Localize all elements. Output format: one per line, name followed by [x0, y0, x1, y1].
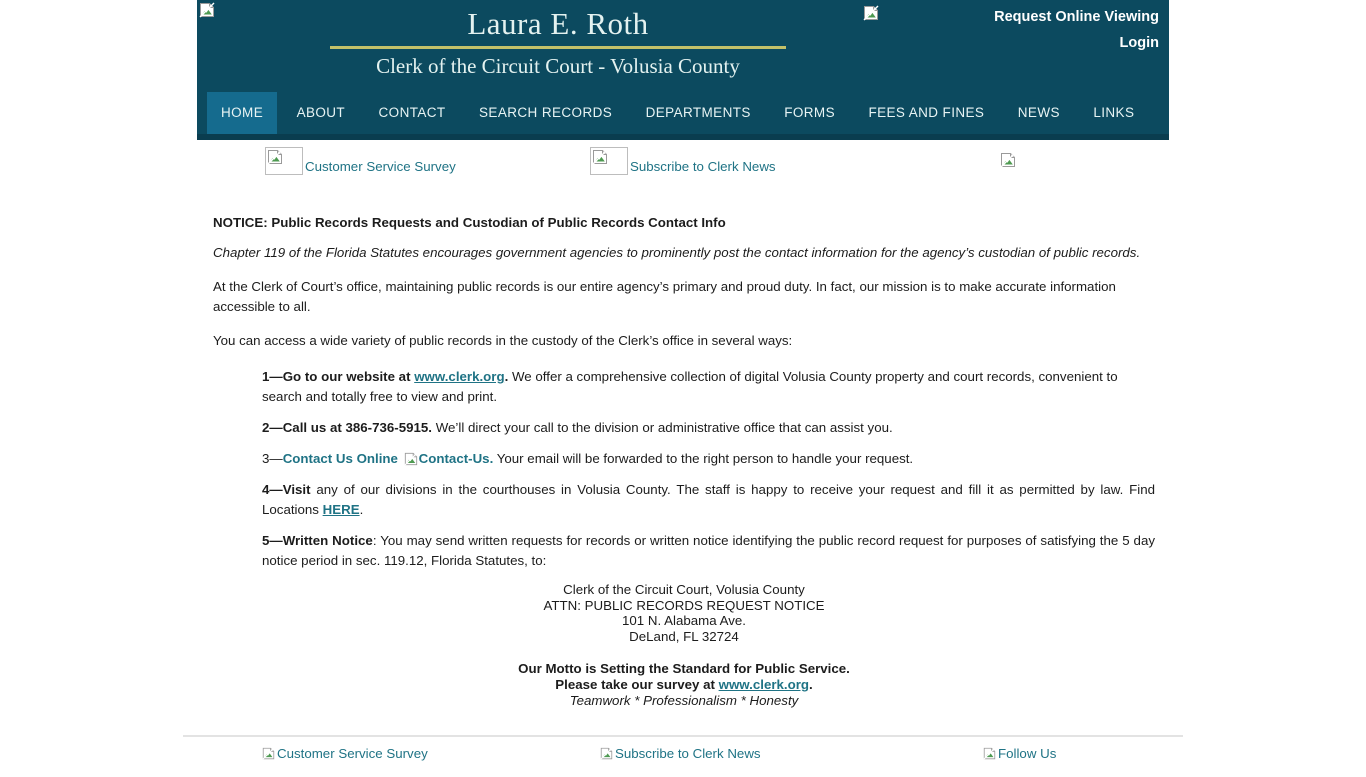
statute-paragraph: Chapter 119 of the Florida Statutes encourages government agencies to prominently post the contact information for the agency’s custodian of public records.: [213, 245, 1141, 260]
footer-link-label: Customer Service Survey: [277, 746, 428, 761]
subscribe-clerk-news-banner-link[interactable]: [590, 147, 776, 175]
list-item-written-notice: [262, 531, 1155, 571]
item2-text: We’ll direct your call to the division or administrative office that can assist you.: [432, 420, 893, 435]
access-paragraph: You can access a wide variety of public records in the custody of the Clerk’s office in several ways:: [213, 333, 793, 348]
broken-image-icon: [199, 2, 215, 18]
broken-image-icon: [863, 5, 879, 21]
motto-block: [213, 661, 1155, 709]
banner-row: [197, 140, 1169, 213]
list-item-contact-online: [262, 449, 1155, 469]
broken-image-icon: [404, 452, 418, 466]
nav-item-departments[interactable]: DEPARTMENTS: [645, 105, 751, 120]
find-locations-here-link[interactable]: HERE: [322, 502, 360, 517]
motto-line-1: Our Motto is Setting the Standard for Public Service.: [518, 661, 850, 676]
broken-image-icon: [590, 147, 628, 175]
broken-image-icon: [1000, 152, 1016, 168]
address-line: Clerk of the Circuit Court, Volusia County: [563, 582, 805, 597]
motto-line-3: Teamwork * Professionalism * Honesty: [569, 693, 799, 708]
item3-text: Your email will be forwarded to the right person to handle your request.: [493, 451, 914, 466]
item1-bold-period: .: [504, 369, 512, 384]
mailing-address: [213, 582, 1155, 644]
contact-us-online-link[interactable]: [283, 451, 494, 466]
nav-item-search-records[interactable]: SEARCH RECORDS: [479, 105, 613, 120]
motto-line-2-prefix: Please take our survey at: [555, 677, 719, 692]
footer-links-row: [197, 737, 1169, 777]
contact-us-online-label: Contact Us Online: [282, 451, 402, 466]
site-header: [197, 0, 1169, 140]
item2-bold-lead: 2—Call us at 386-736-5915.: [262, 420, 433, 435]
broken-image-icon: [262, 746, 275, 761]
address-line: DeLand, FL 32724: [629, 628, 739, 644]
address-line: ATTN: PUBLIC RECORDS REQUEST NOTICE: [543, 597, 825, 613]
broken-image-icon: [600, 746, 613, 761]
header-links: [994, 4, 1159, 56]
main-content: [213, 213, 1155, 709]
item3-number: 3—: [262, 451, 283, 466]
footer-link-label: Follow Us: [998, 746, 1057, 761]
nav-item-links[interactable]: LINKS: [1093, 105, 1135, 120]
footer-link-label: Subscribe to Clerk News: [615, 746, 761, 761]
item4-bold-lead: 4—Visit: [262, 482, 311, 497]
page: [197, 0, 1169, 777]
broken-image-icon: [265, 147, 303, 175]
contact-us-img-alt: Contact-Us.: [418, 451, 494, 466]
records-access-list: [262, 367, 1155, 571]
broken-image-icon: [983, 746, 996, 761]
item4-text: any of our divisions in the courthouses in Volusia County. The staff is happy to receive your request and fill it as permitted by law. Find Locations: [262, 482, 1155, 517]
list-item-visit: [262, 480, 1155, 520]
nav-item-about[interactable]: ABOUT: [296, 105, 346, 120]
item5-text: : You may send written requests for records or written notice identifying the public record request for purposes of satisfying the 5 day notice period in sec. 119.12, Florida Statutes, to:: [262, 533, 1155, 568]
notice-heading: NOTICE: Public Records Requests and Custodian of Public Records Contact Info: [213, 215, 726, 230]
item1-bold-lead: 1—Go to our website at: [262, 369, 415, 384]
nav-item-forms[interactable]: FORMS: [784, 105, 835, 120]
nav-item-fees-and-fines[interactable]: FEES AND FINES: [868, 105, 985, 120]
footer-follow-us-link[interactable]: [983, 746, 1056, 761]
title-divider: [330, 46, 786, 49]
banner-link-label: Subscribe to Clerk News: [630, 159, 776, 174]
banner-link-label: Customer Service Survey: [305, 159, 456, 174]
motto-line-2-suffix: .: [809, 677, 813, 692]
footer-subscribe-clerk-news-link[interactable]: [600, 746, 761, 761]
item1-text: We offer a comprehensive collection of digital Volusia County property and court records, convenient to search and totally free to view and print.: [262, 369, 1118, 404]
address-line: 101 N. Alabama Ave.: [622, 613, 746, 628]
mission-paragraph: At the Clerk of Court’s office, maintaining public records is our entire agency’s primary and proud duty. In fact, our mission is to make accurate information accessible to all.: [213, 279, 1116, 314]
main-nav: [197, 92, 1169, 134]
item5-bold-lead: 5—Written Notice: [262, 533, 373, 548]
nav-item-contact[interactable]: CONTACT: [378, 105, 446, 120]
nav-item-news[interactable]: NEWS: [1017, 105, 1060, 120]
footer-customer-service-survey-link[interactable]: [262, 746, 428, 761]
item4-tail: .: [359, 502, 364, 517]
nav-item-home[interactable]: HOME: [207, 92, 277, 134]
list-item-website: [262, 367, 1155, 407]
survey-clerk-org-link[interactable]: www.clerk.org: [718, 677, 810, 692]
site-title-block: [330, 4, 786, 81]
clerk-org-link[interactable]: www.clerk.org: [414, 369, 505, 384]
site-subtitle: Clerk of the Circuit Court - Volusia County: [376, 54, 740, 78]
motto-line-2: [213, 677, 1155, 693]
customer-service-survey-banner-link[interactable]: [265, 147, 456, 175]
login-link[interactable]: Login: [1119, 35, 1159, 51]
request-online-viewing-link[interactable]: Request Online Viewing: [994, 9, 1159, 25]
site-title: Laura E. Roth: [467, 6, 649, 41]
list-item-call: [262, 418, 1155, 438]
